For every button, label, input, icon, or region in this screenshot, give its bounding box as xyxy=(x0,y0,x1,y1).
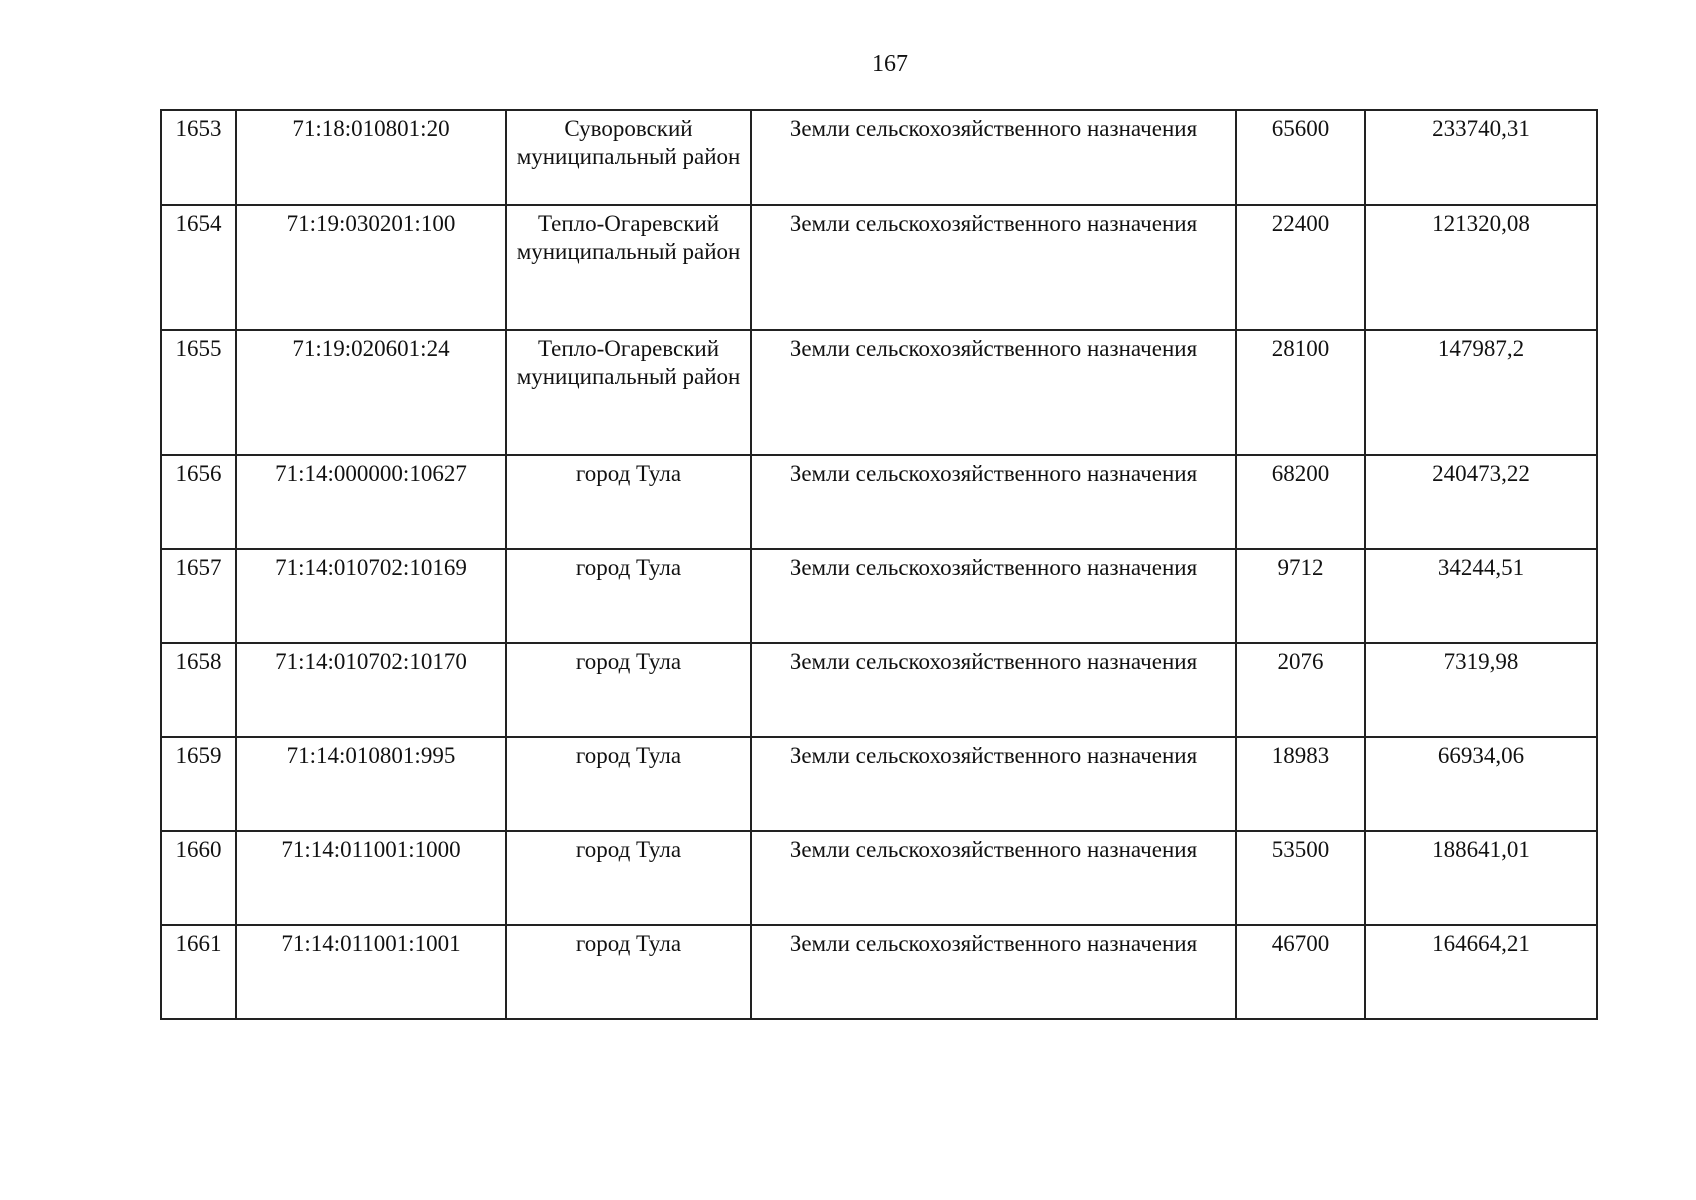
land-category: Земли сельскохозяйственного назначения xyxy=(751,455,1236,549)
cadastral-value: 7319,98 xyxy=(1365,643,1597,737)
area: 22400 xyxy=(1236,205,1365,330)
land-category: Земли сельскохозяйственного назначения xyxy=(751,330,1236,455)
area: 46700 xyxy=(1236,925,1365,1019)
area: 53500 xyxy=(1236,831,1365,925)
row-number: 1660 xyxy=(161,831,236,925)
page-number: 167 xyxy=(872,51,908,77)
land-category: Земли сельскохозяйственного назначения xyxy=(751,643,1236,737)
area: 2076 xyxy=(1236,643,1365,737)
municipality: город Тула xyxy=(506,643,751,737)
municipality: город Тула xyxy=(506,737,751,831)
area: 28100 xyxy=(1236,330,1365,455)
cadastral-value: 121320,08 xyxy=(1365,205,1597,330)
cadastral-number: 71:19:030201:100 xyxy=(236,205,506,330)
municipality: Тепло-Огаревский муниципальный район xyxy=(506,330,751,455)
cadastral-value: 240473,22 xyxy=(1365,455,1597,549)
row-number: 1656 xyxy=(161,455,236,549)
cadastral-number: 71:14:011001:1001 xyxy=(236,925,506,1019)
area: 68200 xyxy=(1236,455,1365,549)
land-category: Земли сельскохозяйственного назначения xyxy=(751,737,1236,831)
land-category: Земли сельскохозяйственного назначения xyxy=(751,925,1236,1019)
area: 9712 xyxy=(1236,549,1365,643)
row-number: 1655 xyxy=(161,330,236,455)
table-row xyxy=(161,737,1597,831)
municipality: Тепло-Огаревский муниципальный район xyxy=(506,205,751,330)
cadastral-number: 71:14:000000:10627 xyxy=(236,455,506,549)
cadastral-value: 164664,21 xyxy=(1365,925,1597,1019)
area: 18983 xyxy=(1236,737,1365,831)
table-row xyxy=(161,205,1597,330)
cadastral-number: 71:14:011001:1000 xyxy=(236,831,506,925)
table-row xyxy=(161,110,1597,205)
cadastral-number: 71:14:010702:10170 xyxy=(236,643,506,737)
cadastral-value: 233740,31 xyxy=(1365,110,1597,205)
cadastral-number: 71:18:010801:20 xyxy=(236,110,506,205)
row-number: 1653 xyxy=(161,110,236,205)
land-category: Земли сельскохозяйственного назначения xyxy=(751,110,1236,205)
row-number: 1659 xyxy=(161,737,236,831)
cadastral-value: 147987,2 xyxy=(1365,330,1597,455)
land-plots-table xyxy=(160,109,1598,1020)
table-row xyxy=(161,549,1597,643)
row-number: 1657 xyxy=(161,549,236,643)
municipality: город Тула xyxy=(506,455,751,549)
table-row xyxy=(161,455,1597,549)
land-category: Земли сельскохозяйственного назначения xyxy=(751,831,1236,925)
cadastral-number: 71:14:010801:995 xyxy=(236,737,506,831)
table-row xyxy=(161,643,1597,737)
table-row xyxy=(161,831,1597,925)
row-number: 1654 xyxy=(161,205,236,330)
table-row xyxy=(161,925,1597,1019)
row-number: 1661 xyxy=(161,925,236,1019)
cadastral-number: 71:14:010702:10169 xyxy=(236,549,506,643)
municipality: город Тула xyxy=(506,925,751,1019)
cadastral-value: 188641,01 xyxy=(1365,831,1597,925)
municipality: Суворовский муниципальный район xyxy=(506,110,751,205)
cadastral-number: 71:19:020601:24 xyxy=(236,330,506,455)
table-row xyxy=(161,330,1597,455)
municipality: город Тула xyxy=(506,831,751,925)
area: 65600 xyxy=(1236,110,1365,205)
land-category: Земли сельскохозяйственного назначения xyxy=(751,205,1236,330)
row-number: 1658 xyxy=(161,643,236,737)
municipality: город Тула xyxy=(506,549,751,643)
land-category: Земли сельскохозяйственного назначения xyxy=(751,549,1236,643)
cadastral-value: 66934,06 xyxy=(1365,737,1597,831)
cadastral-value: 34244,51 xyxy=(1365,549,1597,643)
